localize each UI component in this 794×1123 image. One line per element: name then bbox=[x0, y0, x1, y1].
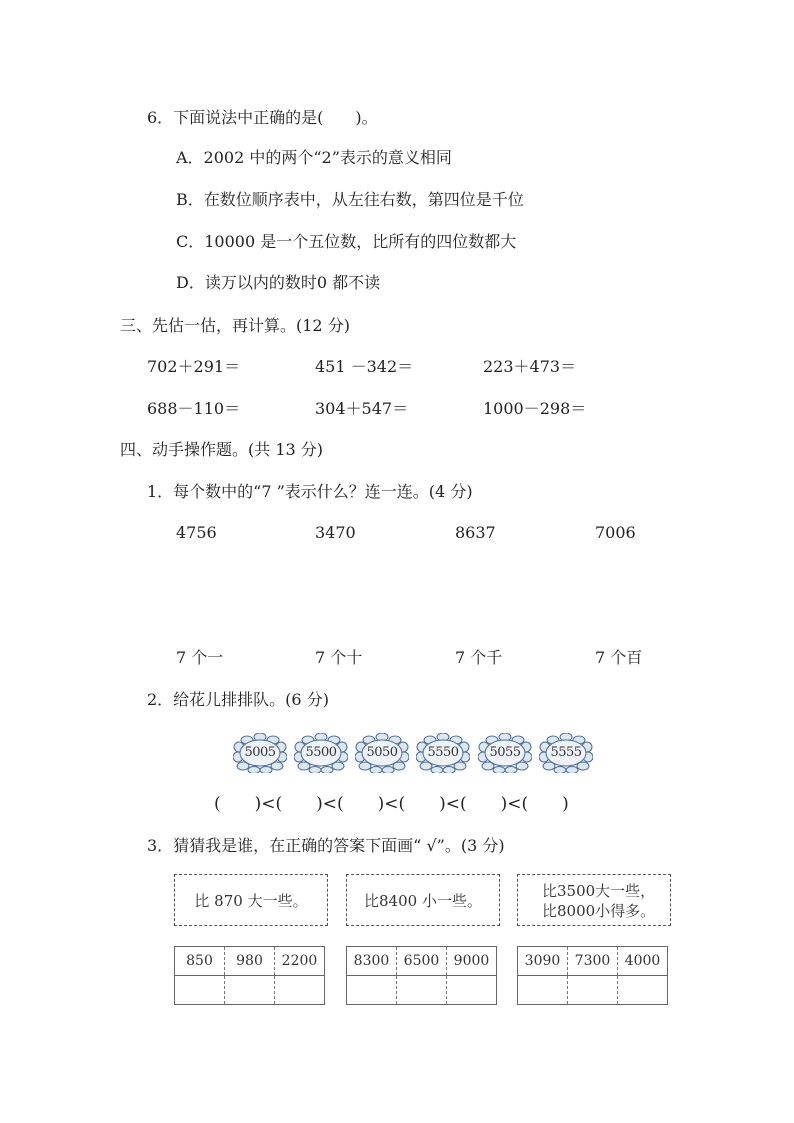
check-cell[interactable] bbox=[568, 976, 618, 1005]
clue-box bbox=[174, 874, 328, 926]
question-6-stem: 6．下面说法中正确的是( )。 bbox=[147, 108, 378, 127]
flower-card bbox=[539, 733, 593, 773]
calc-problem: 304＋547＝ bbox=[315, 399, 409, 418]
calc-problem: 688－110＝ bbox=[147, 399, 241, 418]
flower-number: 5050 bbox=[366, 745, 398, 760]
check-cell[interactable] bbox=[275, 976, 325, 1005]
clue-box bbox=[517, 874, 671, 926]
matching-place-value[interactable]: 7 个十 bbox=[315, 648, 363, 667]
matching-number[interactable]: 7006 bbox=[595, 523, 636, 542]
section-3-title: 三、先估一估，再计算。(12 分) bbox=[120, 316, 350, 335]
flower-card bbox=[478, 733, 532, 773]
question-6-option-a[interactable]: A．2002 中的两个“2”表示的意义相同 bbox=[176, 148, 452, 167]
answer-table bbox=[346, 946, 497, 1005]
section-4-title: 四、动手操作题。(共 13 分) bbox=[120, 440, 324, 459]
ordering-answer-line[interactable]: ( )<( )<( )<( )<( )<( ) bbox=[214, 794, 569, 814]
clue-text: 比8400 小一些。 bbox=[364, 892, 482, 910]
matching-number[interactable]: 3470 bbox=[315, 523, 356, 542]
answer-table bbox=[174, 946, 325, 1005]
ordering-question-stem: 2．给花儿排排队。(6 分) bbox=[147, 690, 329, 709]
guess-question-stem: 3．猜猜我是谁，在正确的答案下面画“ √”。(3 分) bbox=[147, 836, 505, 855]
check-cell[interactable] bbox=[518, 976, 568, 1005]
calc-problem: 451 －342＝ bbox=[315, 357, 414, 376]
flower-number: 5500 bbox=[305, 745, 337, 760]
clue-text: 比 870 大一些。 bbox=[194, 892, 308, 910]
flower-card bbox=[233, 733, 287, 773]
clue-line: 比3500大一些， bbox=[542, 882, 656, 900]
flower-card bbox=[355, 733, 409, 773]
answer-option: 8300 bbox=[347, 947, 397, 976]
matching-place-value[interactable]: 7 个千 bbox=[455, 648, 503, 667]
matching-place-value[interactable]: 7 个一 bbox=[176, 648, 224, 667]
calc-problem: 702＋291＝ bbox=[147, 357, 241, 376]
matching-place-value[interactable]: 7 个百 bbox=[595, 648, 643, 667]
calc-problem: 1000－298＝ bbox=[483, 399, 587, 418]
check-cell[interactable] bbox=[618, 976, 668, 1005]
check-cell[interactable] bbox=[447, 976, 497, 1005]
flower-card bbox=[416, 733, 470, 773]
check-cell[interactable] bbox=[347, 976, 397, 1005]
answer-option: 3090 bbox=[518, 947, 568, 976]
flower-number: 5055 bbox=[489, 745, 521, 760]
clue-text bbox=[542, 881, 655, 921]
clue-line: 比8000小得多。 bbox=[542, 902, 656, 920]
check-cell[interactable] bbox=[397, 976, 447, 1005]
clue-box bbox=[346, 874, 500, 926]
flower-number: 5005 bbox=[244, 745, 276, 760]
question-6-option-c[interactable]: C．10000 是一个五位数，比所有的四位数都大 bbox=[176, 232, 517, 251]
answer-table bbox=[517, 946, 668, 1005]
matching-number[interactable]: 8637 bbox=[455, 523, 496, 542]
check-cell[interactable] bbox=[175, 976, 225, 1005]
answer-option: 980 bbox=[225, 947, 275, 976]
flower-number: 5550 bbox=[427, 745, 459, 760]
answer-option: 6500 bbox=[397, 947, 447, 976]
flower-card bbox=[294, 733, 348, 773]
question-6-option-b[interactable]: B．在数位顺序表中，从左往右数，第四位是千位 bbox=[176, 190, 524, 209]
answer-option: 850 bbox=[175, 947, 225, 976]
flower-number: 5555 bbox=[550, 745, 582, 760]
matching-number[interactable]: 4756 bbox=[176, 523, 217, 542]
calc-problem: 223＋473＝ bbox=[483, 357, 577, 376]
answer-option: 7300 bbox=[568, 947, 618, 976]
check-cell[interactable] bbox=[225, 976, 275, 1005]
answer-option: 4000 bbox=[618, 947, 668, 976]
matching-question-stem: 1．每个数中的“7 ”表示什么？连一连。(4 分) bbox=[147, 482, 473, 501]
answer-option: 9000 bbox=[447, 947, 497, 976]
answer-option: 2200 bbox=[275, 947, 325, 976]
question-6-option-d[interactable]: D．读万以内的数时0 都不读 bbox=[176, 273, 381, 292]
